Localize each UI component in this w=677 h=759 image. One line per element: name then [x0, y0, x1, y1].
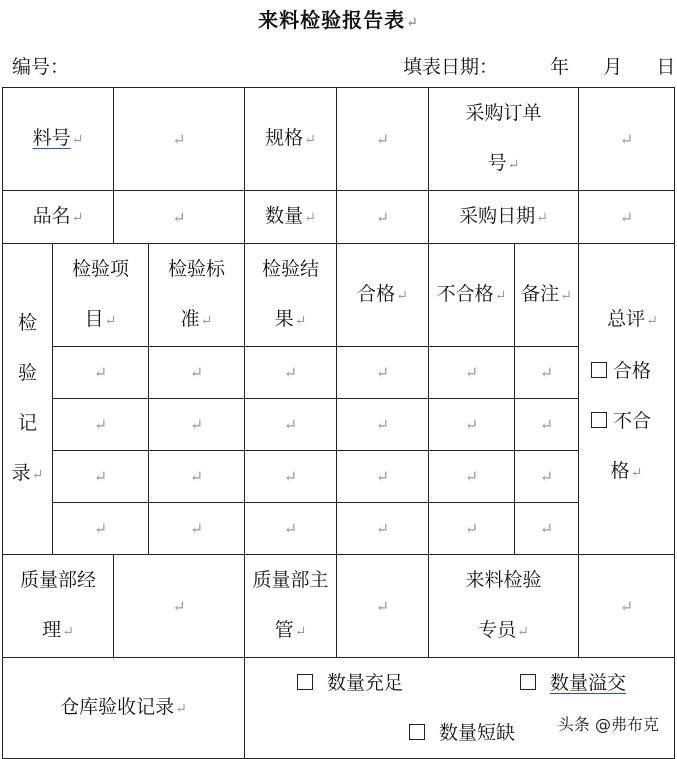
cell-fail[interactable]	[429, 347, 515, 399]
paragraph-mark-icon: ↵	[375, 467, 390, 486]
paragraph-mark-icon: ↵	[172, 129, 186, 149]
cell-standard[interactable]	[149, 451, 245, 503]
qm-manager-label: 质量部经 理↵	[3, 555, 114, 658]
paragraph-mark-icon: ↵	[283, 519, 298, 538]
cell-remark[interactable]	[515, 451, 579, 503]
quantity-label: 数量↵	[245, 191, 337, 244]
paragraph-mark-icon: ↵	[375, 363, 390, 382]
paragraph-mark-icon: ↵	[172, 596, 186, 616]
paragraph-mark-icon: ↵	[539, 415, 554, 434]
purchase-date-label: 采购日期↵	[429, 191, 579, 244]
fill-date-label: 填表日期：	[403, 56, 499, 78]
summary-option-fail[interactable]: 不合	[591, 396, 674, 446]
paragraph-mark-icon: ↵	[464, 363, 479, 382]
product-name-value[interactable]	[114, 191, 245, 244]
header-fail: 不合格↵	[429, 244, 515, 347]
cell-fail[interactable]	[429, 503, 515, 555]
table-row	[3, 451, 675, 503]
paragraph-mark-icon: ↵	[375, 519, 390, 538]
form-number-label: 编号：	[12, 56, 70, 78]
empty-checkbox-icon[interactable]	[297, 674, 313, 690]
warehouse-options	[245, 658, 675, 759]
product-name-label: 品名↵	[3, 191, 114, 244]
empty-checkbox-icon[interactable]	[409, 724, 425, 740]
table-row	[3, 503, 675, 555]
cell-remark[interactable]	[515, 399, 579, 451]
cell-item[interactable]	[53, 451, 149, 503]
cell-pass[interactable]	[337, 399, 429, 451]
cell-standard[interactable]	[149, 399, 245, 451]
cell-result[interactable]	[245, 347, 337, 399]
inspector-label: 来料检验 专员↵	[429, 555, 579, 658]
date-year: 年	[550, 56, 570, 78]
fill-date	[403, 52, 675, 79]
date-day: 日	[656, 56, 676, 78]
cell-item[interactable]	[53, 347, 149, 399]
header-pass: 合格↵	[337, 244, 429, 347]
cell-remark[interactable]	[515, 347, 579, 399]
summary-option-pass[interactable]: 合格	[591, 346, 674, 396]
cell-standard[interactable]	[149, 503, 245, 555]
paragraph-mark-icon: ↵	[375, 415, 390, 434]
inspection-report-table	[2, 87, 675, 759]
qm-manager-value[interactable]	[114, 555, 245, 658]
po-no-value[interactable]	[579, 88, 675, 191]
cell-remark[interactable]	[515, 503, 579, 555]
option-quantity-short[interactable]: 数量短缺	[409, 721, 515, 745]
option-quantity-excess[interactable]: 数量溢交	[520, 671, 626, 695]
spec-label: 规格↵	[245, 88, 337, 191]
empty-checkbox-icon[interactable]	[591, 412, 607, 428]
inspection-record-label: 检 验 记 录↵	[3, 244, 53, 555]
quantity-value[interactable]	[337, 191, 429, 244]
table-row	[3, 399, 675, 451]
cell-result[interactable]	[245, 451, 337, 503]
header-inspection-item: 检验项 目↵	[53, 244, 149, 347]
paragraph-mark-icon: ↵	[93, 519, 108, 538]
paragraph-mark-icon: ↵	[619, 207, 634, 227]
paragraph-mark-icon: ↵	[539, 363, 554, 382]
paragraph-mark-icon: ↵	[283, 467, 298, 486]
inspector-value[interactable]	[579, 555, 675, 658]
material-no-label: 料号↵	[3, 88, 114, 191]
option-quantity-sufficient[interactable]: 数量充足	[297, 671, 403, 695]
header-remark: 备注↵	[515, 244, 579, 347]
cell-item[interactable]	[53, 503, 149, 555]
spec-value[interactable]	[337, 88, 429, 191]
summary-option-fail-cont: 格↵	[610, 460, 643, 482]
paragraph-mark-icon: ↵	[619, 596, 634, 616]
table-row	[3, 347, 675, 399]
cell-standard[interactable]	[149, 347, 245, 399]
paragraph-mark-icon: ↵	[283, 363, 298, 382]
paragraph-mark-icon: ↵	[93, 467, 108, 486]
paragraph-mark-icon: ↵	[539, 467, 554, 486]
paragraph-mark-icon: ↵	[189, 363, 204, 382]
cell-result[interactable]	[245, 399, 337, 451]
paragraph-mark-icon: ↵	[464, 519, 479, 538]
po-no-label: 采购订单 号↵	[429, 88, 579, 191]
paragraph-mark-icon: ↵	[93, 363, 108, 382]
material-no-value[interactable]	[114, 88, 245, 191]
paragraph-mark-icon: ↵	[189, 467, 204, 486]
header-inspection-standard: 检验标 准↵	[149, 244, 245, 347]
form-title: 来料检验报告表↵	[258, 8, 419, 32]
empty-checkbox-icon[interactable]	[520, 674, 536, 690]
paragraph-mark-icon: ↵	[189, 415, 204, 434]
cell-pass[interactable]	[337, 347, 429, 399]
cell-result[interactable]	[245, 503, 337, 555]
paragraph-mark-icon: ↵	[189, 519, 204, 538]
purchase-date-value[interactable]	[579, 191, 675, 244]
date-month: 月	[603, 56, 623, 78]
summary-evaluation	[579, 244, 675, 555]
warehouse-label: 仓库验收记录↵	[3, 658, 245, 759]
paragraph-mark-icon: ↵	[375, 596, 390, 616]
cell-fail[interactable]	[429, 399, 515, 451]
paragraph-mark-icon: ↵	[619, 129, 634, 149]
paragraph-mark-icon: ↵	[172, 207, 186, 227]
summary-label: 总评↵	[607, 308, 658, 330]
qm-supervisor-value[interactable]	[337, 555, 429, 658]
paragraph-mark-icon: ↵	[93, 415, 108, 434]
empty-checkbox-icon[interactable]	[591, 362, 607, 378]
cell-pass[interactable]	[337, 451, 429, 503]
paragraph-mark-icon: ↵	[539, 519, 554, 538]
cell-pass[interactable]	[337, 503, 429, 555]
cell-item[interactable]	[53, 399, 149, 451]
paragraph-mark-icon: ↵	[283, 415, 298, 434]
cell-fail[interactable]	[429, 451, 515, 503]
header-inspection-result: 检验结 果↵	[245, 244, 337, 347]
paragraph-mark-icon: ↵	[375, 129, 390, 149]
qm-supervisor-label: 质量部主 管↵	[245, 555, 337, 658]
paragraph-mark-icon: ↵	[464, 467, 479, 486]
watermark: 头条 @弗布克	[554, 712, 663, 735]
paragraph-mark-icon: ↵	[464, 415, 479, 434]
paragraph-mark-icon: ↵	[375, 207, 390, 227]
